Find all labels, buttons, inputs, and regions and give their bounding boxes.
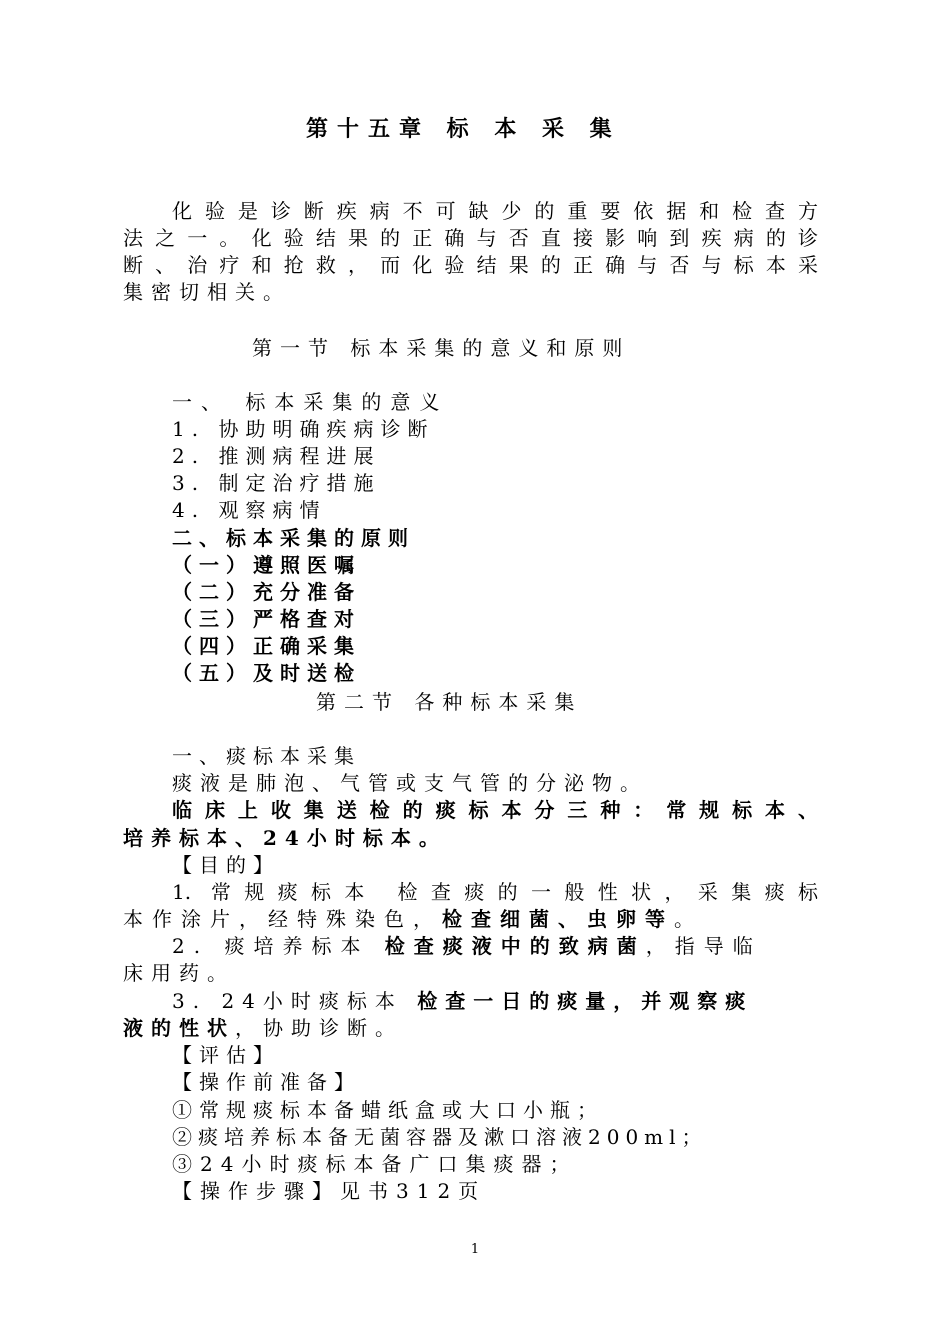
purpose-2-text-c: ，指导临 — [645, 934, 762, 958]
section1-part1-heading: 一、 标本采集的意义 — [172, 390, 449, 414]
intro-line-4: 集密切相关。 — [123, 280, 291, 304]
purpose-1-line-1: 1. 常规痰标本 检查痰的一般性状，采集痰标 — [172, 880, 818, 904]
purpose-3-text-d: ，协助诊断。 — [235, 1016, 403, 1040]
purpose-3-text-c: 液的性状 — [123, 1016, 235, 1040]
assessment-label: 【评估】 — [172, 1043, 280, 1067]
intro-line-1: 化验是诊断疾病不可缺少的重要依据和检查方 — [172, 199, 818, 223]
section2-heading: 第二节 各种标本采集 — [316, 690, 583, 714]
purpose-3-text-a: 3. 24小时痰标本 — [172, 989, 418, 1013]
purpose-2-line-1 — [172, 933, 762, 959]
sputum-types-line-1: 临床上收集送检的痰标本分三种：常规标本、 — [172, 798, 818, 822]
preparation-item: ①常规痰标本备蜡纸盒或大口小瓶； — [172, 1098, 604, 1122]
section1-part1-item: 3. 制定治疗措施 — [172, 471, 381, 495]
section1-part1-item: 2. 推测病程进展 — [172, 444, 381, 468]
purpose-1-text-b: 检查细菌、虫卵等 — [442, 907, 674, 931]
preparation-item: ③24小时痰标本备广口集痰器； — [172, 1152, 578, 1176]
sputum-heading: 一、痰标本采集 — [172, 744, 361, 768]
procedure-steps-line: 【操作步骤】见书312页 — [172, 1179, 487, 1203]
intro-line-3: 断、治疗和抢救，而化验结果的正确与否与标本采 — [123, 253, 818, 277]
purpose-2-text-a: 2. 痰培养标本 — [172, 934, 385, 958]
purpose-1-text-a: 本作涂片，经特殊染色， — [123, 907, 442, 931]
purpose-2-line-2: 床用药。 — [123, 961, 235, 985]
section1-part2-heading: 二、标本采集的原则 — [172, 526, 415, 550]
chapter-title: 第十五章 标 本 采 集 — [306, 116, 621, 142]
sputum-definition: 痰液是肺泡、气管或支气管的分泌物。 — [172, 771, 648, 795]
intro-line-2: 法之一。化验结果的正确与否直接影响到疾病的诊 — [123, 226, 818, 250]
purpose-3-line-1 — [172, 988, 753, 1014]
principle-item: （四）正确采集 — [172, 634, 361, 658]
preparation-item: ②痰培养标本备无菌容器及漱口溶液200ml； — [172, 1125, 708, 1149]
sputum-types-line-2: 培养标本、24小时标本。 — [123, 826, 447, 850]
purpose-label: 【目的】 — [172, 853, 280, 877]
purpose-2-text-b: 检查痰液中的致病菌 — [384, 934, 646, 958]
principle-item: （二）充分准备 — [172, 580, 361, 604]
section1-part1-item: 4. 观察病情 — [172, 498, 327, 522]
purpose-3-text-b: 检查一日的痰量，并观察痰 — [417, 989, 754, 1013]
purpose-1-line-2 — [123, 906, 703, 932]
principle-item: （五）及时送检 — [172, 661, 361, 685]
section1-heading: 第一节 标本采集的意义和原则 — [252, 336, 631, 360]
principle-item: （一）遵照医嘱 — [172, 553, 361, 577]
preparation-label: 【操作前准备】 — [172, 1070, 361, 1094]
principle-item: （三）严格查对 — [172, 607, 361, 631]
section1-part1-item: 1. 协助明确疾病诊断 — [172, 417, 435, 441]
purpose-3-line-2 — [123, 1015, 403, 1041]
purpose-1-text-c: 。 — [674, 907, 703, 931]
page-number: 1 — [470, 1242, 480, 1257]
